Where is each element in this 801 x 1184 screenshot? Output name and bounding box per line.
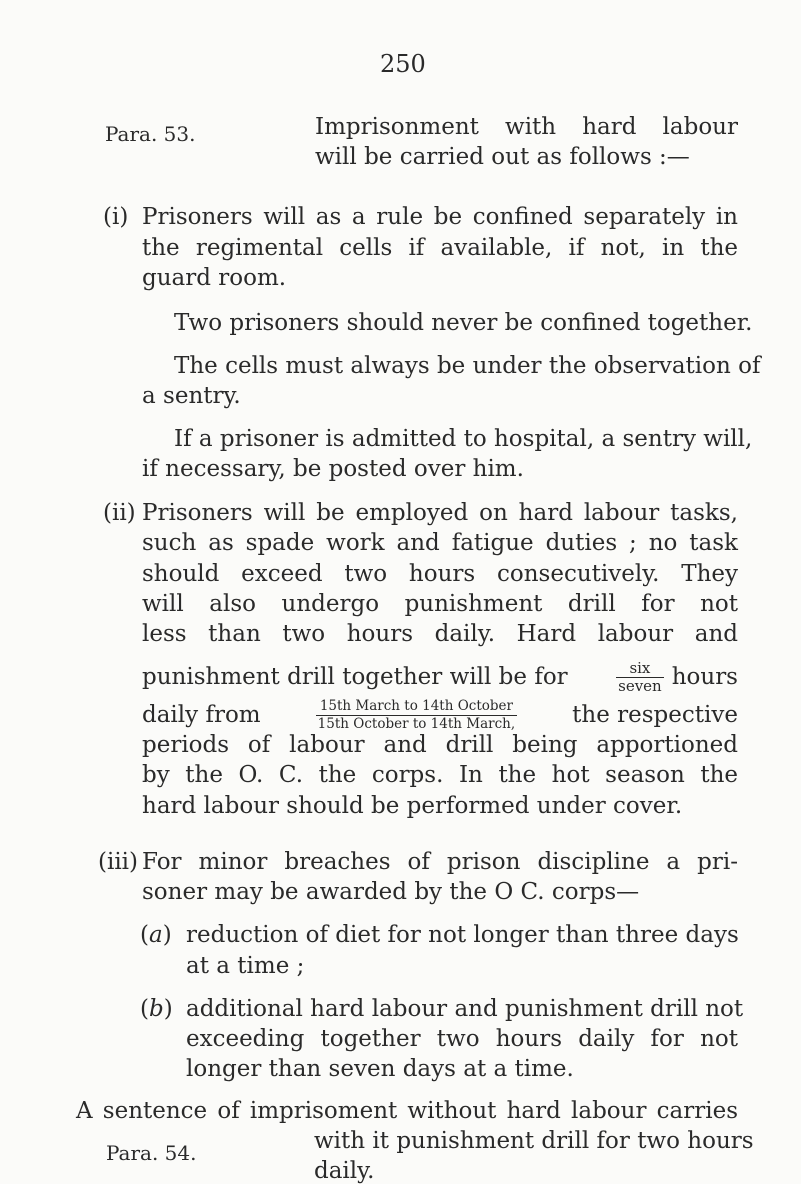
section-ii-fraction-line — [142, 660, 738, 694]
section-ii-line-1: Prisoners will be employed on hard labour tasks, — [142, 500, 738, 526]
section-iii-label: (iii) — [98, 849, 139, 875]
section-ii-line-5: less than two hours daily. Hard labour and — [142, 621, 738, 647]
section-ii-line-4: will also undergo punishment drill for not — [142, 591, 738, 617]
respective-text: the respective — [572, 701, 738, 728]
margin-label-para-54: Para. 54. — [106, 1141, 197, 1165]
item-a-line-2: at a time ; — [186, 953, 305, 979]
para-54-line-3: daily. — [314, 1158, 375, 1184]
item-b-line-3: longer than seven days at a time. — [186, 1056, 574, 1082]
summer-dates: 15th March to 14th October — [319, 698, 513, 715]
fraction-tail-text: hours — [671, 663, 738, 690]
item-b-line-2: exceeding together two hours daily for not — [186, 1026, 738, 1052]
daily-from-text: daily from — [142, 701, 261, 728]
section-i-para-4-line-1: If a prisoner is admitted to hospital, a sentry will, — [174, 426, 753, 452]
section-ii-line-3: should exceed two hours consecutively. They — [142, 561, 738, 587]
item-b-letter: b — [148, 996, 164, 1022]
section-i-line-2: the regimental cells if available, if not, in the — [142, 235, 738, 261]
section-iii-line-2: soner may be awarded by the O C. corps— — [142, 879, 640, 905]
fraction-lead-text: punishment drill together will be for — [142, 663, 568, 690]
section-i-line-3: guard room. — [142, 265, 287, 291]
page-number: 250 — [380, 50, 426, 78]
item-b-label: (b) — [140, 996, 173, 1022]
section-i-para-2: Two prisoners should never be confined together. — [174, 310, 753, 336]
section-ii-line-2: such as spade work and fatigue duties ; no task — [142, 530, 738, 556]
section-ii-label: (ii) — [103, 500, 136, 526]
section-i-line-1: Prisoners will as a rule be confined separately in — [142, 204, 738, 230]
season-dates-fraction — [316, 699, 517, 730]
item-a-letter: a — [148, 922, 163, 948]
margin-label-para-53: Para. 53. — [105, 122, 196, 146]
para-54-line-2: with it punishment drill for two hours — [314, 1128, 754, 1154]
section-i-para-4-line-2: if necessary, be posted over him. — [142, 456, 524, 482]
section-ii-rest-line-3: hard labour should be performed under cover. — [142, 793, 683, 819]
fraction-denominator: seven — [618, 676, 662, 695]
section-iii-line-1: For minor breaches of prison discipline a pri- — [142, 849, 738, 875]
winter-dates: 15th October to 14th March, — [317, 715, 516, 732]
para-54-line-1: A sentence of imprisoment without hard labour carries — [76, 1098, 738, 1124]
para-53-intro-line-2: will be carried out as follows :— — [315, 144, 690, 170]
item-b-line-1: additional hard labour and punishment drill not — [186, 996, 744, 1022]
fraction-numerator: six — [629, 658, 651, 677]
section-ii-rest-line-1: periods of labour and drill being apportioned — [142, 732, 738, 758]
item-a-line-1: reduction of diet for not longer than three days — [186, 922, 739, 948]
section-i-para-3-line-1: The cells must always be under the observation of — [174, 353, 761, 379]
section-i-label: (i) — [103, 204, 129, 230]
six-sevenths-fraction — [616, 658, 664, 695]
section-ii-dates-line — [142, 697, 738, 733]
item-a-label: (a) — [140, 922, 172, 948]
para-53-intro-line-1: Imprisonment with hard labour — [315, 114, 738, 140]
section-ii-rest-line-2: by the O. C. the corps. In the hot season the — [142, 762, 738, 788]
section-i-para-3-line-2: a sentry. — [142, 383, 241, 409]
